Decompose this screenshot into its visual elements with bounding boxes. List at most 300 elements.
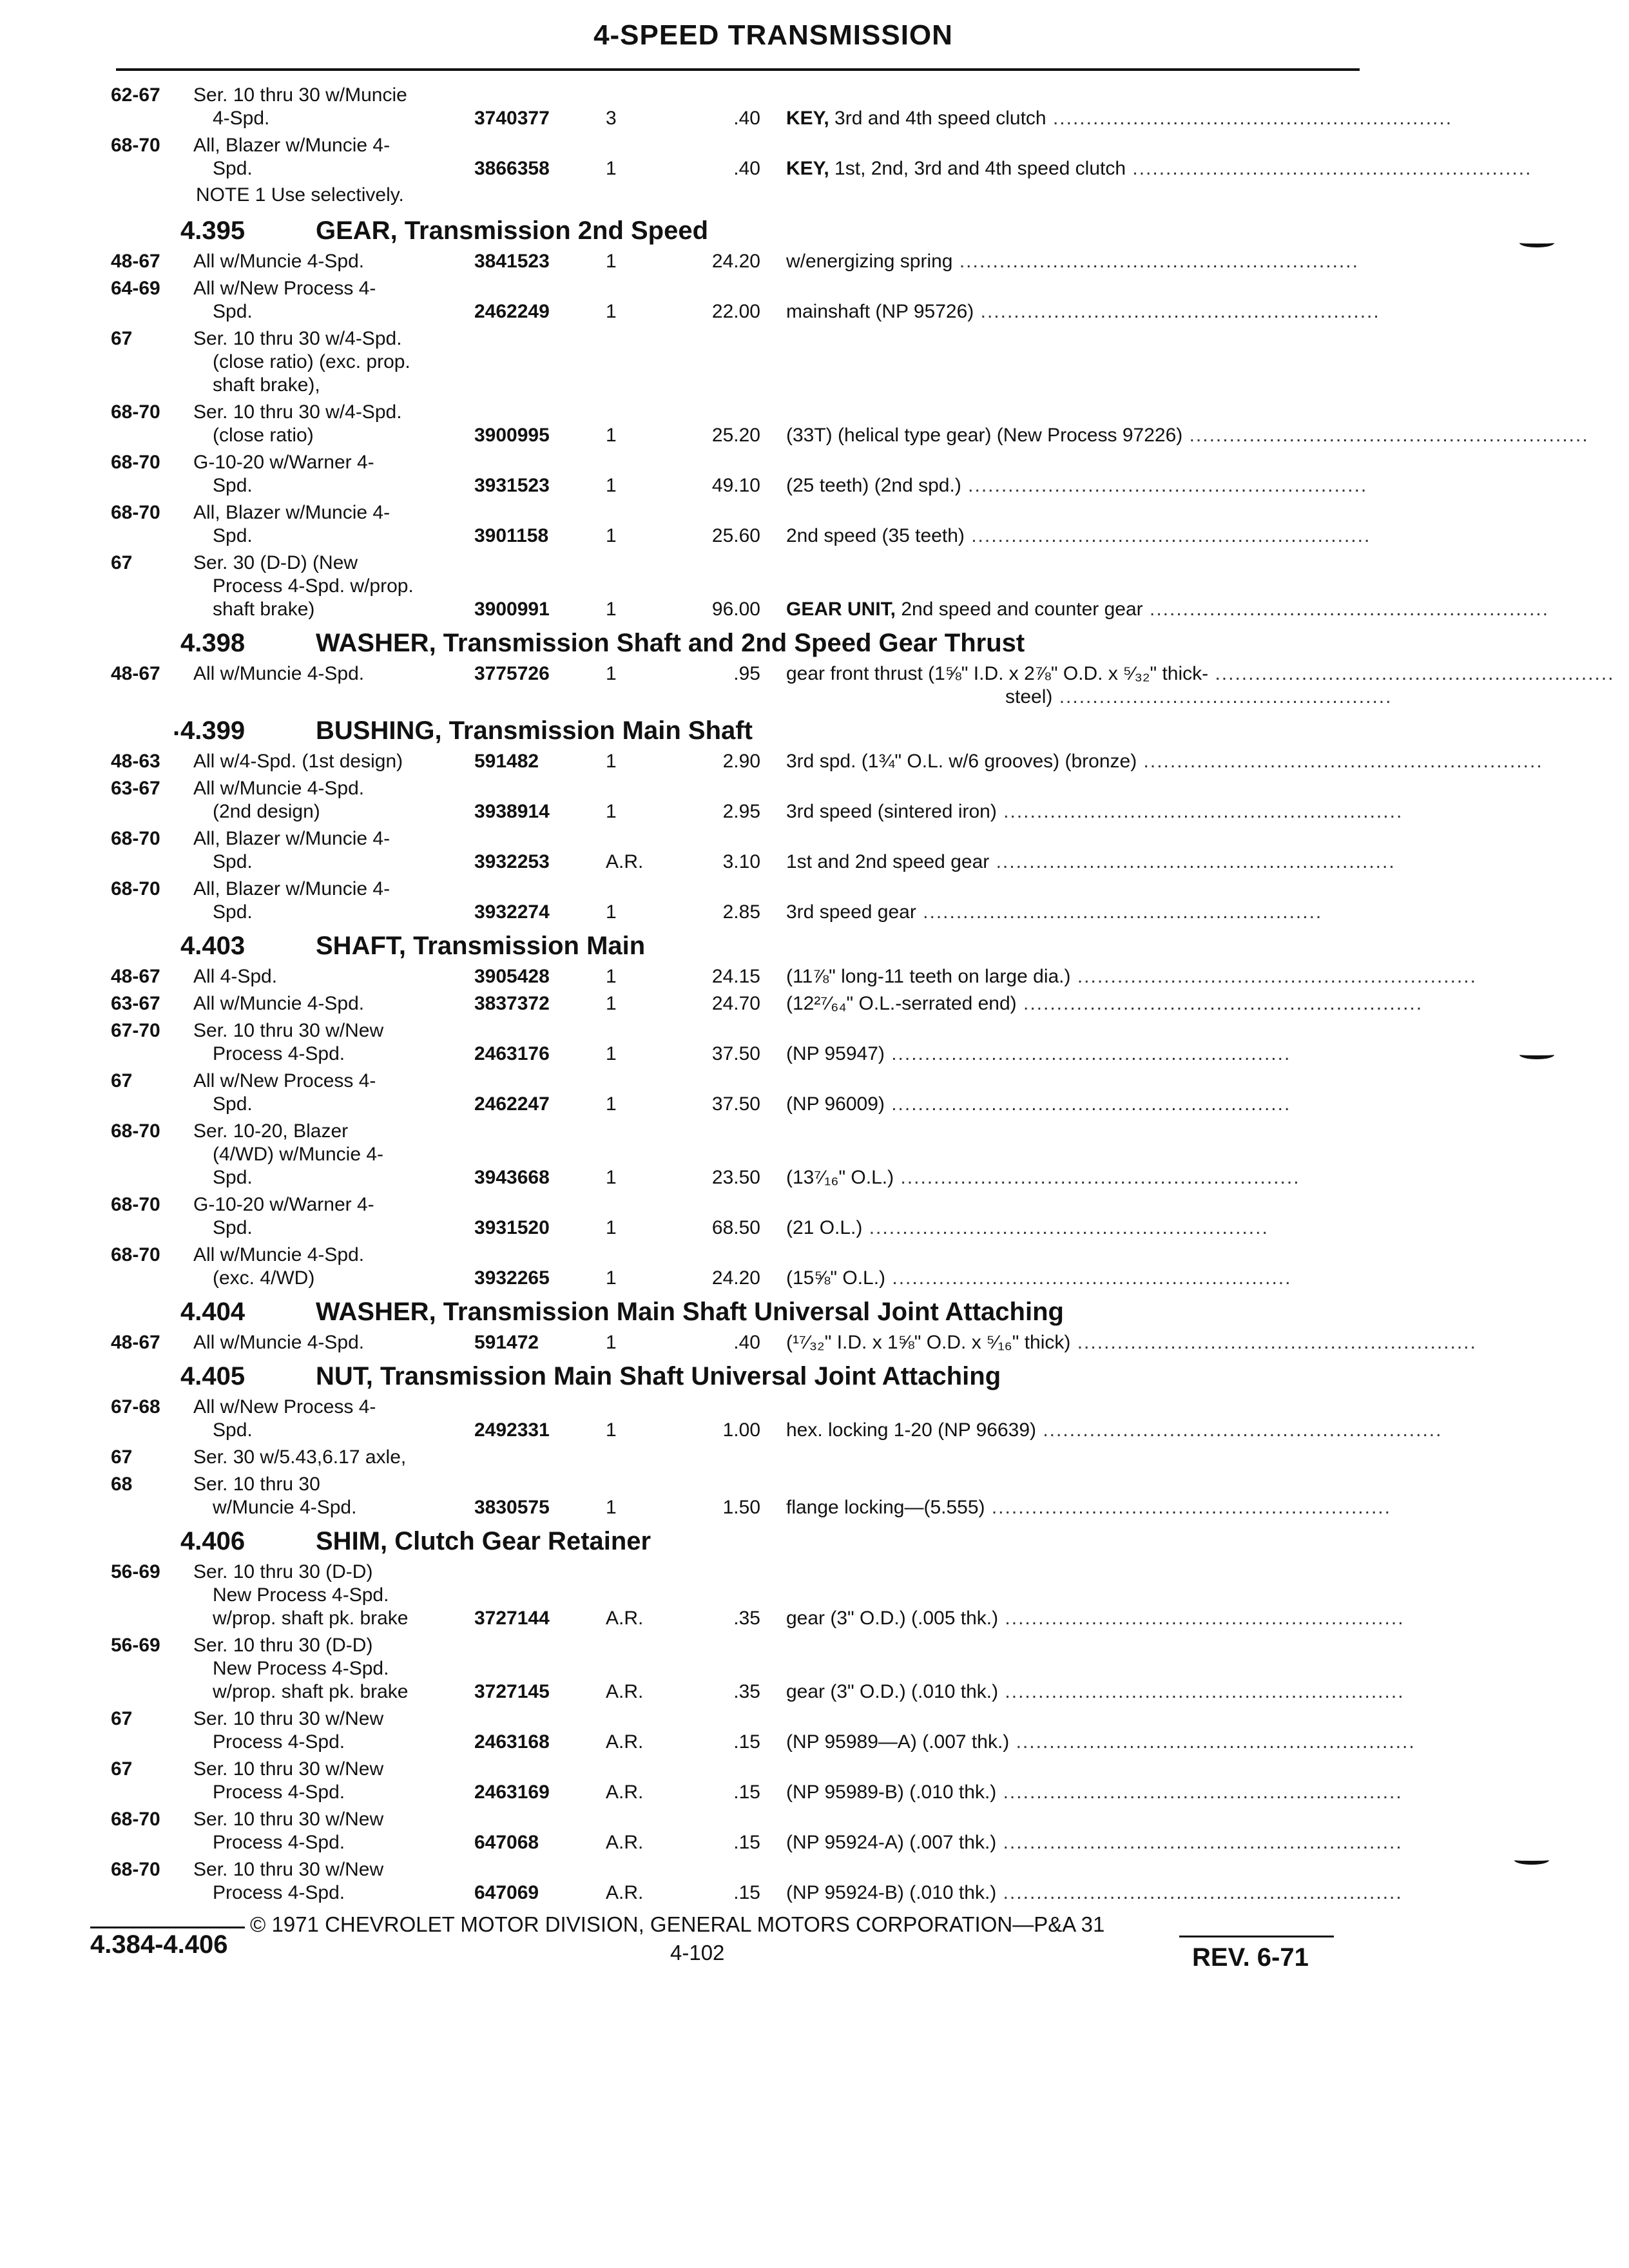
footer-page-number: 4-102 — [670, 1941, 725, 1965]
description-line: Spd. — [213, 1093, 253, 1115]
parts-row — [0, 84, 1629, 130]
remark-text: (NP 95947) — [786, 1043, 885, 1064]
remark — [786, 1267, 1353, 1290]
remark — [786, 965, 1477, 988]
remark — [786, 1680, 1405, 1704]
remark-text: 2nd speed (35 teeth) — [786, 525, 965, 546]
remark — [786, 424, 1589, 447]
description-line: Ser. 30 w/5.43,6.17 axle, — [193, 1446, 407, 1468]
remark — [786, 107, 1453, 130]
description-line: (close ratio) — [213, 425, 314, 446]
leader-dots: ............................................................ — [989, 851, 1396, 872]
description-line: 4-Spd. — [213, 108, 270, 129]
parts-row — [0, 1561, 1629, 1630]
price: .15 — [733, 1882, 760, 1903]
remark — [786, 750, 1543, 773]
part-number: 2463169 — [474, 1782, 550, 1803]
quantity: 1 — [606, 425, 617, 446]
parts-row — [0, 965, 1629, 988]
description-line: All 4-Spd. — [193, 966, 278, 987]
remark-text: 1st and 2nd speed gear — [786, 851, 990, 872]
quantity: A.R. — [606, 1882, 644, 1903]
leader-dots: ............................................................ — [1182, 425, 1589, 446]
remark — [786, 850, 1396, 874]
part-number: 3830575 — [474, 1497, 550, 1518]
leader-dots: ............................................................ — [1070, 1332, 1477, 1353]
description-line: All, Blazer w/Muncie 4- — [193, 135, 390, 156]
model-years: 56-69 — [111, 1561, 160, 1582]
application-description — [193, 134, 464, 180]
remark-text: (11⅞" long-11 teeth on large dia.) — [786, 966, 1071, 987]
application-description — [193, 1758, 464, 1804]
price: 22.00 — [711, 301, 760, 322]
leader-dots: ............................................................ — [1126, 158, 1532, 179]
part-number: 2463176 — [474, 1043, 550, 1064]
description-line: Spd. — [213, 1419, 253, 1441]
leader-dots: ............................................................ — [1016, 993, 1423, 1014]
part-number: 3775726 — [474, 663, 550, 684]
part-number: 3932265 — [474, 1267, 550, 1289]
application-description — [193, 501, 464, 548]
price: .35 — [733, 1681, 760, 1702]
remark — [786, 474, 1368, 497]
part-number: 3905428 — [474, 966, 550, 987]
model-years: 67-68 — [111, 1396, 160, 1418]
remark — [786, 1881, 1403, 1905]
note-text: NOTE 1 Use selectively. — [196, 184, 404, 206]
remark-text: (12²⁷⁄₆₄" O.L.-serrated end) — [786, 993, 1017, 1014]
remark-text: (NP 95989—A) (.007 thk.) — [786, 1731, 1010, 1753]
parts-row — [0, 401, 1629, 447]
application-description — [193, 277, 464, 323]
application-description — [193, 1120, 464, 1189]
description-line: Ser. 10 thru 30 w/New — [193, 1708, 384, 1729]
parts-row — [0, 1070, 1629, 1116]
leader-dots: ............................................................ — [998, 1681, 1405, 1702]
price: .95 — [733, 663, 760, 684]
remark-text: 3rd spd. (1¾" O.L. w/6 grooves) (bronze) — [786, 751, 1137, 772]
leader-dots: ............................................................ — [974, 301, 1380, 322]
group-heading — [180, 1527, 651, 1556]
application-description — [193, 1634, 464, 1704]
group-title: WASHER, Transmission Main Shaft Universal Joint Attaching — [316, 1298, 1064, 1326]
application-description — [193, 1193, 464, 1240]
part-number: 647068 — [474, 1832, 539, 1853]
model-years: 68-70 — [111, 401, 160, 423]
description-line: All, Blazer w/Muncie 4- — [193, 828, 390, 849]
description-line: Ser. 10 thru 30 (D-D) — [193, 1561, 373, 1582]
price: 1.00 — [722, 1419, 760, 1441]
remark-text: hex. locking 1-20 (NP 96639) — [786, 1419, 1037, 1441]
description-line: (close ratio) (exc. prop. — [213, 351, 410, 372]
group-number: 4.404 — [180, 1298, 246, 1326]
description-line: All, Blazer w/Muncie 4- — [193, 878, 390, 899]
description-line: All w/New Process 4- — [193, 1070, 376, 1091]
part-number: 3841523 — [474, 251, 550, 272]
application-description — [193, 777, 464, 823]
part-number: 3740377 — [474, 108, 550, 129]
remark-name: GEAR UNIT, — [786, 599, 896, 620]
remark — [786, 598, 1550, 621]
model-years: 64-69 — [111, 278, 160, 299]
parts-row — [0, 250, 1629, 273]
price: .40 — [733, 158, 760, 179]
model-years: 68-70 — [111, 878, 160, 899]
quantity: A.R. — [606, 1832, 644, 1853]
part-number: 2463168 — [474, 1731, 550, 1753]
group-heading — [180, 1362, 1001, 1391]
model-years: 48-63 — [111, 751, 160, 772]
leader-dots: ............................................................ — [985, 1497, 1391, 1518]
application-description — [193, 1473, 464, 1519]
remark-text: (NP 96009) — [786, 1093, 885, 1115]
quantity: 1 — [606, 1093, 617, 1115]
application-description — [193, 662, 464, 686]
quantity: 1 — [606, 301, 617, 322]
group-heading — [180, 1298, 1064, 1327]
quantity: A.R. — [606, 1782, 644, 1803]
part-number: 3931520 — [474, 1217, 550, 1238]
leader-dots: ............................................................ — [894, 1167, 1300, 1188]
description-line: Spd. — [213, 301, 253, 322]
description-line: Ser. 10 thru 30 (D-D) — [193, 1635, 373, 1656]
remark-text: (¹⁷⁄₃₂" I.D. x 1⅝" O.D. x ⁵⁄₁₆" thick) — [786, 1332, 1071, 1353]
remark — [786, 1731, 1416, 1754]
remark — [786, 524, 1371, 548]
model-years: 68-70 — [111, 1244, 160, 1265]
leader-dots: ............................................................ — [885, 1267, 1292, 1289]
part-number: 3727145 — [474, 1681, 550, 1702]
group-number: 4.399 — [180, 716, 246, 745]
remark-text: 1st, 2nd, 3rd and 4th speed clutch — [834, 158, 1126, 179]
parts-row — [0, 1758, 1629, 1804]
footer-rule — [1179, 1936, 1334, 1937]
group-number: 4.398 — [180, 629, 246, 657]
remark-text: 3rd and 4th speed clutch — [834, 108, 1046, 129]
description-line: Ser. 10 thru 30 w/Muncie — [193, 84, 407, 106]
application-description — [193, 1019, 464, 1066]
quantity: 1 — [606, 1043, 617, 1064]
model-years: 67 — [111, 328, 133, 349]
quantity: 1 — [606, 993, 617, 1014]
description-line: Ser. 10 thru 30 w/New — [193, 1859, 384, 1880]
remark — [786, 800, 1403, 823]
quantity: A.R. — [606, 1731, 644, 1753]
description-line: Process 4-Spd. — [213, 1832, 345, 1853]
remark — [786, 1496, 1391, 1519]
description-line: Process 4-Spd. — [213, 1731, 345, 1753]
remark — [786, 1831, 1403, 1854]
part-number: 3943668 — [474, 1167, 550, 1188]
description-line: Spd. — [213, 851, 253, 872]
application-description — [193, 1244, 464, 1290]
group-heading — [180, 216, 708, 245]
leader-dots: ............................................................ — [964, 525, 1371, 546]
quantity: A.R. — [606, 1608, 644, 1629]
parts-row — [0, 1634, 1629, 1704]
remark-text: flange locking—(5.555) — [786, 1497, 985, 1518]
remark-name: KEY, — [786, 108, 829, 129]
price: 2.90 — [722, 751, 760, 772]
group-number: 4.395 — [180, 216, 246, 245]
part-number: 3931523 — [474, 475, 550, 496]
price: .40 — [733, 1332, 760, 1353]
parts-row — [0, 1396, 1629, 1442]
leader-dots: ............................................................ — [961, 475, 1368, 496]
price: 24.20 — [711, 251, 760, 272]
application-description — [193, 1808, 464, 1854]
quantity: 3 — [606, 108, 617, 129]
footer-group-range: 4.384-4.406 — [90, 1930, 228, 1959]
description-line: Spd. — [213, 158, 253, 179]
model-years: 67 — [111, 1708, 133, 1729]
part-number: 2462249 — [474, 301, 550, 322]
bullet-mark: . — [173, 713, 180, 741]
leader-dots: ............................................................ — [1070, 966, 1477, 987]
remark — [786, 1166, 1353, 1189]
parts-row — [0, 1193, 1629, 1240]
price: 25.60 — [711, 525, 760, 546]
leader-dots: ............................................................ — [998, 1608, 1405, 1629]
description-line: Ser. 10 thru 30 w/New — [193, 1758, 384, 1780]
price: 49.10 — [711, 475, 760, 496]
parts-row — [0, 1707, 1629, 1754]
price: 24.15 — [711, 966, 760, 987]
remark-text: 3rd speed (sintered iron) — [786, 801, 997, 822]
model-years: 62-67 — [111, 84, 160, 106]
description-line: Spd. — [213, 1217, 253, 1238]
price: 96.00 — [711, 599, 760, 620]
model-years: 68-70 — [111, 1859, 160, 1880]
model-years: 68-70 — [111, 135, 160, 156]
parts-row — [0, 992, 1629, 1015]
quantity: 1 — [606, 901, 617, 923]
model-years: 67 — [111, 552, 133, 573]
parts-row — [0, 327, 1629, 397]
description-line: Process 4-Spd. — [213, 1043, 345, 1064]
quantity: 1 — [606, 1419, 617, 1441]
leader-dots: ............................................................ — [996, 1782, 1403, 1803]
application-description — [193, 878, 464, 924]
remark — [786, 1043, 1353, 1066]
description-line: (exc. 4/WD) — [213, 1267, 315, 1289]
leader-dots: ............................................................ — [1137, 751, 1543, 772]
part-number: 3900995 — [474, 425, 550, 446]
description-line: G-10-20 w/Warner 4- — [193, 452, 374, 473]
group-heading — [180, 716, 753, 745]
leader-dots: ............................................................ — [1009, 1731, 1416, 1753]
group-title: SHIM, Clutch Gear Retainer — [316, 1527, 651, 1555]
quantity: 1 — [606, 1332, 617, 1353]
quantity: 1 — [606, 801, 617, 822]
parts-row — [0, 750, 1629, 773]
description-line: G-10-20 w/Warner 4- — [193, 1194, 374, 1215]
group-heading — [180, 932, 645, 961]
leader-dots: ............................................................ — [996, 1882, 1403, 1903]
group-title: WASHER, Transmission Shaft and 2nd Speed Gear Thrust — [316, 629, 1025, 657]
description-line: Ser. 10 thru 30 w/4-Spd. — [193, 328, 402, 349]
price: 23.50 — [711, 1167, 760, 1188]
parts-row — [0, 134, 1629, 180]
application-description — [193, 1858, 464, 1905]
model-years: 48-67 — [111, 1332, 160, 1353]
part-number: 3901158 — [474, 525, 549, 546]
description-line: Ser. 10-20, Blazer — [193, 1120, 349, 1142]
application-description — [193, 1707, 464, 1754]
application-description — [193, 401, 464, 447]
model-years: 63-67 — [111, 993, 160, 1014]
scan-mark — [1519, 1050, 1554, 1059]
remark — [786, 300, 1380, 323]
remark-text: (21 O.L.) — [786, 1217, 863, 1238]
application-description — [193, 1446, 464, 1469]
price: 37.50 — [711, 1043, 760, 1064]
group-number: 4.406 — [180, 1527, 246, 1555]
leader-dots: ............................................................ — [1208, 663, 1615, 684]
price: .40 — [733, 108, 760, 129]
group-number: 4.403 — [180, 932, 246, 960]
quantity: 1 — [606, 1217, 617, 1238]
description-line: All w/Muncie 4-Spd. — [193, 778, 365, 799]
model-years: 67 — [111, 1070, 133, 1091]
description-line: Ser. 10 thru 30 w/4-Spd. — [193, 401, 402, 423]
remark — [786, 1607, 1405, 1630]
parts-row — [0, 827, 1629, 874]
header-rule — [116, 68, 1360, 71]
page-title: 4-SPEED TRANSMISSION — [593, 19, 953, 51]
part-number: 3727144 — [474, 1608, 550, 1629]
description-line: All w/Muncie 4-Spd. — [193, 993, 365, 1014]
part-number: 3932253 — [474, 851, 550, 872]
description-line: Spd. — [213, 1167, 253, 1188]
description-line: shaft brake) — [213, 599, 315, 620]
model-years: 63-67 — [111, 778, 160, 799]
description-line: All w/New Process 4- — [193, 278, 376, 299]
remark-text: steel) — [1005, 686, 1053, 707]
description-line: All w/New Process 4- — [193, 1396, 376, 1418]
leader-dots: ............................................................ — [1046, 108, 1453, 129]
model-years: 68-70 — [111, 1194, 160, 1215]
application-description — [193, 1561, 464, 1630]
model-years: 68 — [111, 1474, 133, 1495]
remark-text: w/energizing spring — [786, 251, 953, 272]
leader-dots: .................................................. — [1052, 686, 1393, 707]
parts-row — [0, 1473, 1629, 1519]
model-years: 68-70 — [111, 452, 160, 473]
footer-rule — [90, 1927, 245, 1928]
remark — [786, 157, 1532, 180]
price: 68.50 — [711, 1217, 760, 1238]
quantity: 1 — [606, 158, 617, 179]
quantity: 1 — [606, 475, 617, 496]
leader-dots: ............................................................ — [1036, 1419, 1443, 1441]
model-years: 68-70 — [111, 502, 160, 523]
part-number: 3900991 — [474, 599, 550, 620]
leader-dots: ............................................................ — [862, 1217, 1269, 1238]
group-title: SHAFT, Transmission Main — [316, 932, 646, 960]
scan-mark — [1519, 238, 1554, 247]
description-line: shaft brake), — [213, 374, 320, 396]
leader-dots: ............................................................ — [1142, 599, 1550, 620]
description-line: All, Blazer w/Muncie 4- — [193, 502, 390, 523]
model-years: 48-67 — [111, 251, 160, 272]
quantity: 1 — [606, 599, 617, 620]
quantity: 1 — [606, 751, 617, 772]
footer-revision: REV. 6-71 — [1192, 1943, 1309, 1972]
part-number: 591482 — [474, 751, 539, 772]
description-line: Process 4-Spd. — [213, 1782, 345, 1803]
description-line: w/prop. shaft pk. brake — [213, 1681, 409, 1702]
leader-dots: ............................................................ — [884, 1043, 1291, 1064]
part-number: 647069 — [474, 1882, 539, 1903]
description-line: All w/Muncie 4-Spd. — [193, 251, 365, 272]
application-description — [193, 965, 464, 988]
remark — [786, 1781, 1403, 1804]
part-number: 3837372 — [474, 993, 550, 1014]
description-line: Spd. — [213, 475, 253, 496]
application-description — [193, 1070, 464, 1116]
quantity: 1 — [606, 1167, 617, 1188]
description-line: Ser. 10 thru 30 w/New — [193, 1809, 384, 1830]
price: 24.70 — [711, 993, 760, 1014]
parts-row — [0, 1858, 1629, 1905]
quantity: 1 — [606, 525, 617, 546]
description-line: (4/WD) w/Muncie 4- — [213, 1144, 384, 1165]
description-line: (2nd design) — [213, 801, 320, 822]
application-description — [193, 327, 464, 397]
description-line: Process 4-Spd. — [213, 1882, 345, 1903]
description-line: Ser. 30 (D-D) (New — [193, 552, 358, 573]
application-description — [193, 84, 464, 130]
parts-row — [0, 451, 1629, 497]
description-line: All w/Muncie 4-Spd. — [193, 1332, 365, 1353]
remark-continued — [1005, 686, 1572, 709]
remark — [786, 1216, 1353, 1240]
application-description — [193, 992, 464, 1015]
part-number: 3932274 — [474, 901, 550, 923]
model-years: 68-70 — [111, 828, 160, 849]
application-description — [193, 1396, 464, 1442]
remark — [786, 1419, 1443, 1442]
remark-name: KEY, — [786, 158, 829, 179]
remark-text: 2nd speed and counter gear — [901, 599, 1143, 620]
model-years: 56-69 — [111, 1635, 160, 1656]
price: .15 — [733, 1832, 760, 1853]
quantity: 1 — [606, 1497, 617, 1518]
model-years: 67 — [111, 1758, 133, 1780]
group-number: 4.405 — [180, 1362, 246, 1390]
remark-text: (25 teeth) (2nd spd.) — [786, 475, 961, 496]
application-description — [193, 827, 464, 874]
price: 37.50 — [711, 1093, 760, 1115]
price: 24.20 — [711, 1267, 760, 1289]
model-years: 48-67 — [111, 966, 160, 987]
application-description — [193, 552, 464, 621]
remark — [786, 1093, 1353, 1116]
model-years: 68-70 — [111, 1809, 160, 1830]
group-title: GEAR, Transmission 2nd Speed — [316, 216, 709, 245]
parts-row — [0, 662, 1629, 707]
application-description — [193, 750, 464, 773]
remark-text: gear front thrust (1⅝" I.D. x 2⅞" O.D. x ⁵⁄₃₂" thick- — [786, 663, 1209, 684]
group-heading — [180, 629, 1025, 658]
part-number: 2492331 — [474, 1419, 550, 1441]
description-line: All w/4-Spd. (1st design) — [193, 751, 403, 772]
price: .15 — [733, 1731, 760, 1753]
price: 2.95 — [722, 801, 760, 822]
price: 1.50 — [722, 1497, 760, 1518]
part-number: 3938914 — [474, 801, 550, 822]
